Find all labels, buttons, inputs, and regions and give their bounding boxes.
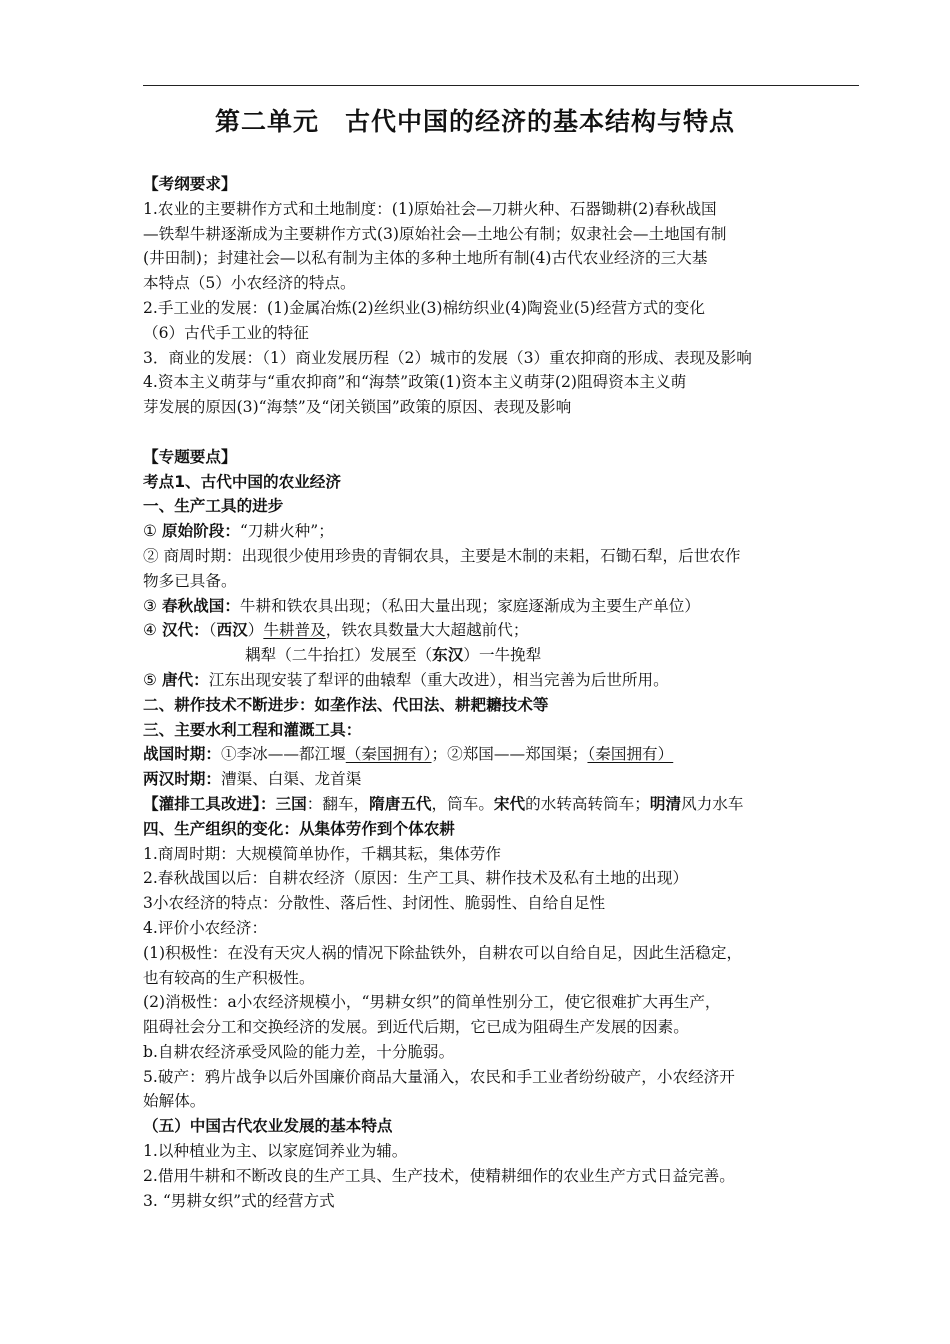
page-title: 第二单元 古代中国的经济的基本结构与特点	[214, 107, 735, 136]
organization-line: 5.破产：鸦片战争以后外国廉价商品大量涌入，农民和手工业者纷纷破产，小农经济开	[143, 1067, 735, 1086]
stage-marker: ⑤	[143, 670, 162, 689]
feature-line: 2.借用牛耕和不断改良的生产工具、生产技术，使精耕细作的农业生产方式日益完善。	[143, 1166, 735, 1185]
section-irrigation-heading: 三、主要水利工程和灌溉工具：	[143, 720, 362, 739]
stage-han	[143, 618, 873, 643]
syllabus-heading: 【考纲要求】	[143, 175, 237, 193]
dynasty-label: 宋代	[493, 794, 526, 813]
period-label: 战国时期：	[143, 745, 221, 764]
period-text: ；②郑国——郑国渠；	[431, 745, 588, 764]
organization-line: 阻碍社会分工和交换经济的发展。到近代后期，它已成为阻碍生产发展的因素。	[143, 1018, 689, 1037]
point-1-heading: 考点1、古代中国的农业经济	[143, 472, 341, 491]
organization-line: 也有较高的生产积极性。	[143, 968, 315, 987]
organization-line: 4.评价小农经济：	[143, 918, 268, 937]
underlined-text: 牛耕普及	[263, 621, 326, 640]
section-features-heading: （五）中国古代农业发展的基本特点	[143, 1117, 393, 1136]
tools-text: 的水转高转筒车；	[525, 794, 650, 813]
underlined-text: （秦国拥有）	[587, 745, 674, 764]
dynasty-label: 三国	[275, 794, 307, 813]
stage-han-cont	[143, 643, 873, 668]
section-tools-heading: 一、生产工具的进步	[143, 497, 284, 516]
irrigation-han	[143, 767, 873, 792]
stage-text: 耦犁（二牛抬扛）发展至（	[245, 646, 433, 665]
syllabus-line: 本特点（5）小农经济的特点。	[143, 274, 356, 293]
organization-line: 1.商周时期：大规模简单协作，千耦其耘，集体劳作	[143, 844, 501, 863]
stage-text: “刀耕火种”；	[239, 522, 334, 541]
syllabus-line: —铁犁牛耕逐渐成为主要耕作方式(3)原始社会—土地公有制；奴隶社会—土地国有制	[143, 224, 727, 243]
stage-label: 唐代：	[161, 670, 209, 689]
stage-label: 汉代：	[161, 621, 209, 640]
organization-line: 3小农经济的特点：分散性、落后性、封闭性、脆弱性、自给自足性	[143, 894, 606, 913]
stage-text: ）一牛挽犁	[463, 646, 542, 665]
stage-marker: ①	[143, 522, 162, 541]
stage-shang-zhou: ② 商周时期：出现很少使用珍贵的青铜农具，主要是木制的耒耜，石锄石犁，后世农作	[143, 546, 741, 565]
tools-text: ，筒车。	[431, 794, 494, 813]
syllabus-line: 3．商业的发展：（1）商业发展历程（2）城市的发展（3）重农抑商的形成、表现及影响	[143, 348, 752, 367]
stage-spring-autumn	[143, 594, 873, 619]
paren: （	[208, 621, 217, 640]
period-label: 两汉时期：	[143, 770, 221, 789]
irrigation-warring-states	[143, 742, 873, 767]
section-organization-heading: 四、生产组织的变化：从集体劳作到个体农耕	[143, 819, 455, 838]
syllabus-line: 1.农业的主要耕作方式和土地制度：(1)原始社会—刀耕火种、石器锄耕(2)春秋战国	[143, 199, 717, 218]
stage-text: ，铁农具数量大大超越前代；	[325, 621, 529, 640]
dynasty-label: 明清	[649, 794, 682, 813]
irrigation-tools	[143, 792, 873, 817]
period-text: ①李冰——都江堰	[220, 745, 346, 764]
syllabus-line: 芽发展的原因(3)“海禁”及“闭关锁国”政策的原因、表现及影响	[143, 398, 572, 417]
stage-marker: ④	[143, 621, 162, 640]
eastern-han-label: 东汉	[432, 646, 464, 665]
organization-line: 2.春秋战国以后：自耕农经济（原因：生产工具、耕作技术及私有土地的出现）	[143, 869, 689, 888]
western-han-label: 西汉	[216, 621, 248, 640]
dynasty-label: 隋唐五代	[369, 794, 432, 813]
stage-marker: ③	[143, 596, 162, 615]
organization-line: (1)积极性：在没有天灾人祸的情况下除盐铁外，自耕农可以自给自足，因此生活稳定，	[143, 943, 743, 962]
syllabus-line: 2.手工业的发展：(1)金属冶炼(2)丝织业(3)棉纺织业(4)陶瓷业(5)经营方式的变化	[143, 298, 705, 317]
period-text: 漕渠、白渠、龙首渠	[220, 770, 362, 789]
tools-label: 【灌排工具改进】：	[143, 794, 276, 813]
syllabus-line: （6）古代手工业的特征	[143, 323, 309, 342]
stage-text: 牛耕和铁农具出现；（私田大量出现；家庭逐渐成为主要生产单位）	[239, 596, 700, 615]
organization-line: b.自耕农经济承受风险的能力差，十分脆弱。	[143, 1042, 455, 1061]
stage-text: 江东出现安装了犁评的曲辕犁（重大改进），相当完善为后世所用。	[208, 670, 669, 689]
stage-primitive	[143, 519, 873, 544]
stage-shang-zhou-cont: 物多已具备。	[143, 571, 237, 590]
paren: ）	[247, 621, 264, 640]
stage-tang	[143, 668, 873, 693]
tools-text: ：翻车，	[306, 794, 370, 813]
document-body	[143, 172, 873, 1213]
tools-text: 风力水车	[681, 794, 744, 813]
topics-heading: 【专题要点】	[143, 447, 237, 466]
feature-line: 3. “男耕女织”式的经营方式	[143, 1191, 335, 1210]
section-techniques-heading: 二、耕作技术不断进步：如垄作法、代田法、耕耙耱技术等	[143, 695, 549, 714]
organization-line: (2)消极性：a小农经济规模小，“男耕女织”的简单性别分工，使它很难扩大再生产，	[143, 993, 721, 1012]
feature-line: 1.以种植业为主、以家庭饲养业为辅。	[143, 1142, 408, 1161]
syllabus-line: (井田制)；封建社会—以私有制为主体的多种土地所有制(4)古代农业经济的三大基	[143, 249, 708, 268]
stage-label: 春秋战国：	[161, 596, 240, 615]
section-gap	[143, 420, 873, 445]
stage-label: 原始阶段：	[161, 522, 240, 541]
organization-line: 始解体。	[143, 1092, 206, 1111]
header-rule	[143, 85, 859, 86]
syllabus-line: 4.资本主义萌芽与“重农抑商”和“海禁”政策(1)资本主义萌芽(2)阻碍资本主义萌	[143, 373, 687, 392]
underlined-text: （秦国拥有）	[345, 745, 432, 764]
